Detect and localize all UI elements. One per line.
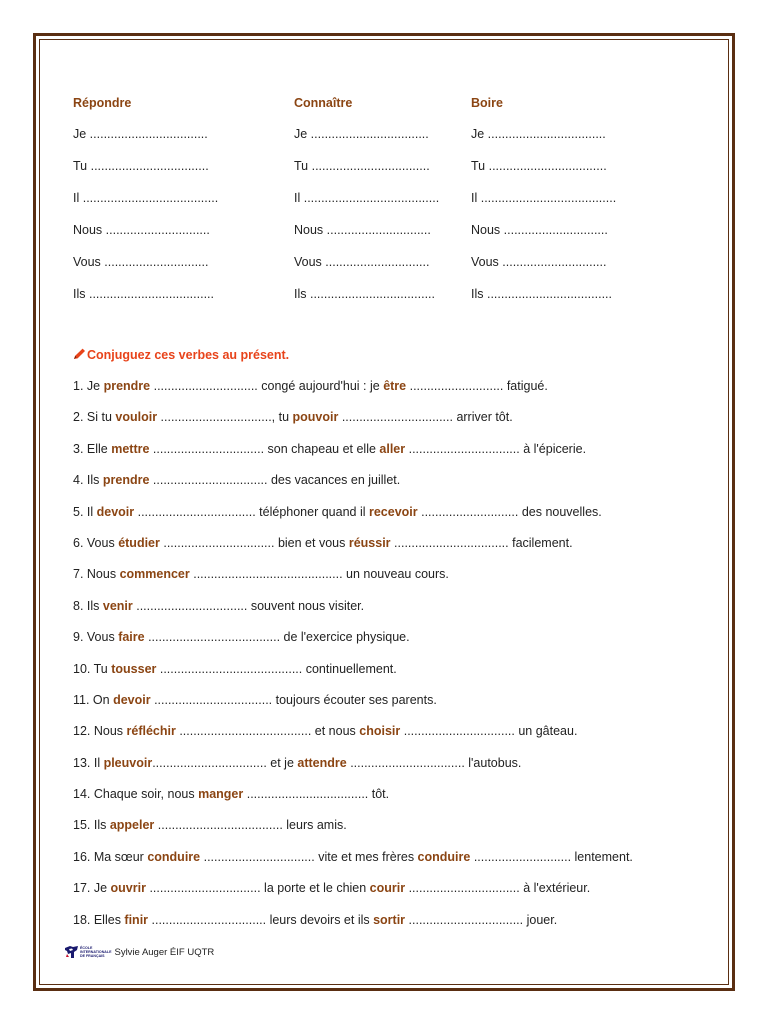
pronoun-line: Je .................................. bbox=[471, 127, 606, 141]
sentence-text: ................................. leurs devoirs et ils bbox=[148, 912, 374, 927]
sentence-text: ................................. des vacances en juillet. bbox=[149, 473, 401, 488]
pronoun-line: Nous .............................. bbox=[294, 223, 431, 237]
sentence-text: ................................, tu bbox=[157, 410, 293, 425]
verb-infinitive: venir bbox=[102, 598, 133, 613]
exercise-sentence bbox=[73, 848, 633, 866]
exercise-sentence bbox=[73, 628, 633, 646]
pronoun-line: Nous .............................. bbox=[73, 223, 210, 237]
pronoun-line: Ils .................................... bbox=[294, 287, 435, 301]
sentence-text: ................................ un gâteau. bbox=[400, 724, 578, 739]
sentence-text: 5. Il bbox=[73, 504, 97, 519]
sentence-text: .................................. téléphoner quand il bbox=[134, 504, 369, 519]
sentence-text: ................................. et je bbox=[152, 755, 298, 770]
school-logo-text: ÉCOLE INTERNATIONALE DE FRANÇAIS bbox=[80, 946, 112, 958]
sentence-text: ...................................... et nous bbox=[175, 724, 360, 739]
exercise-sentence bbox=[73, 597, 633, 615]
verb-infinitive: choisir bbox=[359, 724, 401, 739]
verb-infinitive: pouvoir bbox=[292, 410, 339, 425]
sentence-text: 13. Il bbox=[73, 755, 104, 770]
pronoun-line: Ils .................................... bbox=[73, 287, 214, 301]
verb-infinitive: commencer bbox=[119, 567, 190, 582]
exercise-sentence bbox=[73, 785, 633, 803]
sentence-text: ................................... tôt. bbox=[243, 787, 390, 802]
verb-infinitive: recevoir bbox=[368, 504, 418, 519]
sentence-text: 1. Je bbox=[73, 379, 104, 393]
verb-infinitive: sortir bbox=[373, 912, 406, 927]
sentence-text: 14. Chaque soir, nous bbox=[73, 787, 199, 802]
verb-infinitive: devoir bbox=[96, 504, 135, 519]
sentence-text: ................................. facilement. bbox=[390, 535, 573, 550]
sentence-text: ......................................... continuellement. bbox=[156, 661, 397, 676]
verb-infinitive: pleuvoir bbox=[103, 755, 153, 770]
pronoun-line: Il ....................................... bbox=[73, 191, 219, 205]
verb-infinitive: vouloir bbox=[115, 410, 158, 425]
verb-heading: Connaître bbox=[294, 96, 353, 110]
verb-infinitive: tousser bbox=[111, 661, 157, 676]
sentence-text: ........................... fatigué. bbox=[406, 379, 548, 393]
sentence-text: ................................ souvent nous visiter. bbox=[132, 598, 365, 613]
sentence-text: 3. Elle bbox=[73, 441, 112, 456]
sentence-text: 8. Ils bbox=[73, 598, 103, 613]
verb-infinitive: être bbox=[383, 379, 407, 393]
sentence-text: 9. Vous bbox=[73, 630, 119, 645]
sentence-text: 16. Ma sœur bbox=[73, 849, 148, 864]
sentence-text: ................................ son chapeau et elle bbox=[149, 441, 380, 456]
sentence-text: 17. Je bbox=[73, 881, 111, 896]
sentence-text: ................................ arriver tôt. bbox=[338, 410, 513, 425]
sentence-text: 4. Ils bbox=[73, 473, 103, 488]
sentence-text: ............................ lentement. bbox=[470, 849, 633, 864]
exercise-sentence bbox=[73, 816, 633, 834]
conjugation-column-boire bbox=[471, 93, 616, 316]
exercise-sentence bbox=[73, 879, 633, 897]
school-logo-icon bbox=[64, 945, 111, 959]
exercise-sentence bbox=[73, 408, 633, 426]
sentence-text: ................................ à l'épicerie. bbox=[405, 441, 587, 456]
exercise-sentence bbox=[73, 911, 633, 929]
footer bbox=[64, 943, 214, 961]
verb-heading: Répondre bbox=[73, 96, 132, 110]
sentence-text: ............................ des nouvelles. bbox=[417, 504, 602, 519]
sentence-text: 10. Tu bbox=[73, 661, 112, 676]
exercise-sentence bbox=[73, 660, 633, 678]
verb-infinitive: réussir bbox=[348, 535, 391, 550]
verb-infinitive: devoir bbox=[113, 692, 151, 707]
pronoun-line: Je .................................. bbox=[73, 127, 208, 141]
exercise-sentence bbox=[73, 754, 633, 772]
pronoun-line: Nous .............................. bbox=[471, 223, 608, 237]
conjugation-column-repondre bbox=[73, 93, 218, 316]
sentence-text: 18. Elles bbox=[73, 912, 125, 927]
exercise-title bbox=[73, 345, 289, 365]
exercise-sentence bbox=[73, 471, 633, 489]
pronoun-line: Vous .............................. bbox=[73, 255, 209, 269]
pronoun-line: Il ....................................... bbox=[471, 191, 617, 205]
exercise-sentence bbox=[73, 440, 633, 458]
exercise-sentence bbox=[73, 691, 633, 709]
pronoun-line: Ils .................................... bbox=[471, 287, 612, 301]
exercise-sentence bbox=[73, 503, 633, 521]
pronoun-line: Vous .............................. bbox=[471, 255, 607, 269]
sentence-text: ...................................... de l'exercice physique. bbox=[144, 630, 410, 645]
sentence-text: ................................ vite et mes frères bbox=[200, 849, 418, 864]
sentence-text: 15. Ils bbox=[73, 818, 110, 833]
sentence-text: 12. Nous bbox=[73, 724, 127, 739]
verb-heading: Boire bbox=[471, 96, 503, 110]
sentence-text: 7. Nous bbox=[73, 567, 120, 582]
verb-infinitive: prendre bbox=[103, 379, 151, 393]
verb-infinitive: étudier bbox=[118, 535, 160, 550]
verb-infinitive: ouvrir bbox=[110, 881, 146, 896]
verb-infinitive: conduire bbox=[147, 849, 201, 864]
verb-infinitive: appeler bbox=[109, 818, 155, 833]
sentence-text: .................................... leurs amis. bbox=[154, 818, 347, 833]
sentence-text: ................................ à l'extérieur. bbox=[405, 881, 591, 896]
verb-infinitive: conduire bbox=[417, 849, 471, 864]
verb-infinitive: aller bbox=[379, 441, 406, 456]
pronoun-line: Il ....................................... bbox=[294, 191, 440, 205]
pronoun-line: Tu .................................. bbox=[471, 159, 607, 173]
sentence-text: 6. Vous bbox=[73, 535, 119, 550]
sentence-text: ................................. l'autobus. bbox=[346, 755, 522, 770]
pronoun-line: Je .................................. bbox=[294, 127, 429, 141]
verb-infinitive: attendre bbox=[297, 755, 347, 770]
verb-infinitive: faire bbox=[118, 630, 145, 645]
exercise-sentence bbox=[73, 534, 633, 552]
pronoun-line: Tu .................................. bbox=[294, 159, 430, 173]
sentence-text: ................................. jouer. bbox=[405, 912, 558, 927]
sentence-text: ................................ bien et vous bbox=[159, 535, 349, 550]
pronoun-line: Tu .................................. bbox=[73, 159, 209, 173]
exercise-sentence bbox=[73, 722, 633, 740]
exercise-sentence bbox=[73, 565, 633, 583]
sentence-text: .............................. congé aujourd'hui : je bbox=[150, 379, 384, 393]
exercise-sentence-list bbox=[73, 377, 633, 942]
sentence-text: .................................. toujours écouter ses parents. bbox=[150, 692, 437, 707]
pencil-icon bbox=[73, 348, 86, 360]
verb-infinitive: réfléchir bbox=[126, 724, 176, 739]
verb-infinitive: finir bbox=[124, 912, 149, 927]
pronoun-line: Vous .............................. bbox=[294, 255, 430, 269]
exercise-sentence bbox=[73, 377, 633, 395]
sentence-text: ........................................... un nouveau cours. bbox=[189, 567, 449, 582]
sentence-text: 2. Si tu bbox=[73, 410, 116, 425]
verb-infinitive: prendre bbox=[102, 473, 150, 488]
sentence-text: ................................ la porte et le chien bbox=[145, 881, 370, 896]
exercise-title-text: Conjuguez ces verbes au présent. bbox=[87, 348, 290, 362]
verb-infinitive: mettre bbox=[111, 441, 150, 456]
verb-infinitive: courir bbox=[369, 881, 406, 896]
conjugation-column-connaitre bbox=[294, 93, 439, 316]
author-credit: Sylvie Auger ÉIF UQTR bbox=[114, 946, 215, 958]
sentence-text: 11. On bbox=[73, 692, 114, 707]
verb-infinitive: manger bbox=[198, 787, 244, 802]
